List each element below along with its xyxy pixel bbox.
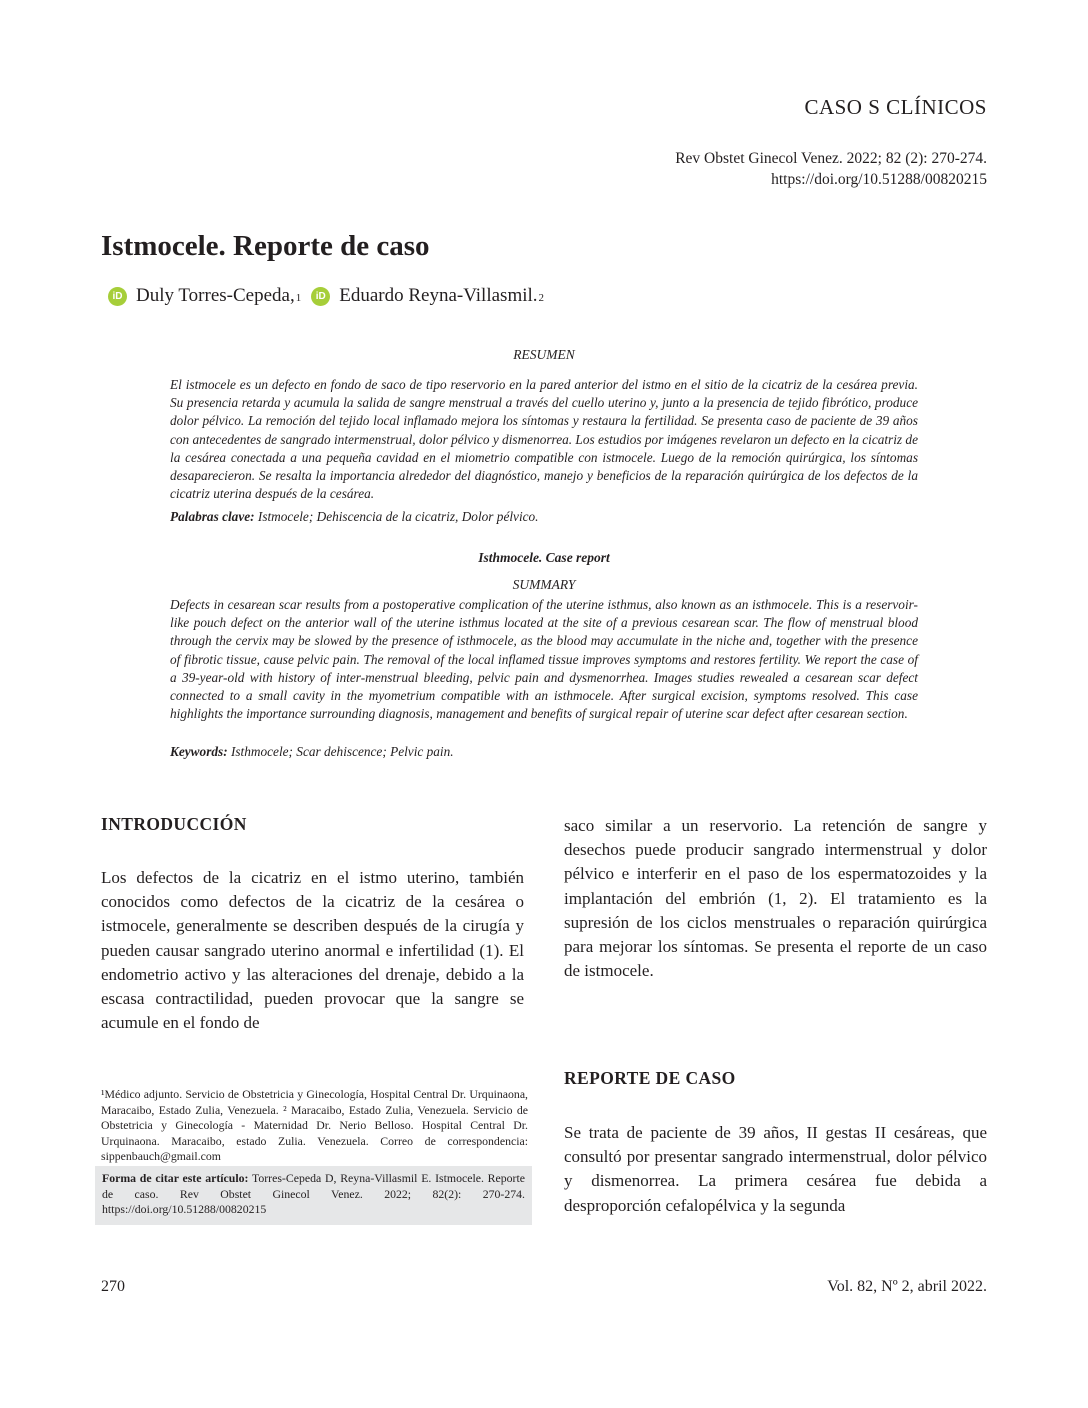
case-report-heading: REPORTE DE CASO [564, 1068, 736, 1088]
resumen-keywords [170, 509, 918, 525]
journal-citation [675, 148, 987, 190]
section-label: CASO S CLÍNICOS [804, 95, 987, 119]
keywords-list: Istmocele; Dehiscencia de la cicatriz, Dolor pélvico. [254, 509, 539, 524]
intro-text-left: Los defectos de la cicatriz en el istmo uterino, también conocidos como defectos de la cicatriz de la cesárea o istmocele, generalmente se describen después de la cirugía y pueden causar sangrado uterino anormal e infertilidad (1). El endometrio activo y las alteraciones del drenaje, debido a la escasa contractilidad, pueden provocar que la sangre se acumule en el fondo de [101, 868, 524, 1033]
intro-heading: INTRODUCCIÓN [101, 814, 247, 834]
author-name: Eduardo Reyna-Villasmil. [339, 285, 538, 306]
resumen-heading: RESUMEN [513, 347, 575, 362]
cite-label: Forma de citar este artículo: [102, 1171, 249, 1185]
case-report-text: Se trata de paciente de 39 años, II gestas II cesáreas, que consultó por presentar sangrado intermenstrual, dolor pélvico y dismenorrea. La primera cesárea fue debida a desproporción cefalopélvica y la segunda [564, 1123, 987, 1215]
author-affiliation-mark: 1 [295, 292, 302, 304]
keywords-list: Isthmocele; Scar dehiscence; Pelvic pain. [227, 744, 454, 759]
summary-keywords [170, 744, 918, 760]
author-name: Duly Torres-Cepeda, [136, 285, 295, 306]
author-1 [136, 285, 301, 307]
cite-text: Torres-Cepeda D, Reyna-Villasmil E. Istmocele. Reporte de caso. Rev Obstet Ginecol Venez. 2022; 82(2): 270-274. https://doi.org/10.51288/00820215 [102, 1171, 525, 1217]
keywords-label: Palabras clave: [170, 509, 255, 524]
article-title: Istmocele. Reporte de caso [101, 230, 430, 262]
affiliation-footnote: ¹Médico adjunto. Servicio de Obstetricia y Ginecología, Hospital Central Dr. Urquinaona, Maracaibo, Estado Zulia, Venezuela. ² Maracaibo, Estado Zulia, Venezuela. Servicio de Obstetricia y Ginecología - Maternidad Dr. Nerio Belloso. Hospital Central Dr. Urquinaona. Maracaibo, estado Zulia. Venezuela. Correo de correspondencia: sippenbauch@gmail.com [101, 1087, 528, 1164]
author-2 [339, 285, 544, 307]
citation-line: Rev Obstet Ginecol Venez. 2022; 82 (2): 270-274. [675, 150, 987, 167]
doi-link[interactable]: https://doi.org/10.51288/00820215 [771, 171, 987, 188]
keywords-label: Keywords: [170, 744, 228, 759]
page-number: 270 [101, 1278, 125, 1295]
summary-heading: SUMMARY [512, 577, 576, 592]
intro-text-right: saco similar a un reservorio. La retención de sangre y desechos puede producir sangrado intermenstrual y dolor pélvico e interferir en el paso de los espermatozoides y la implantación del embrión (1, 2). El tratamiento es la supresión de los ciclos menstruales o reparación quirúrgica para mejorar los síntomas. Se presenta el reporte de un caso de istmocele. [564, 816, 987, 981]
orcid-icon[interactable]: iD [311, 287, 330, 306]
author-list [108, 285, 544, 307]
summary-text: Defects in cesarean scar results from a postoperative complication of the uterine isthmus, also known as an isthmocele. This is a reservoir-like pouch defect on the anterior wall of the uterine isthmus located at the site of a previous cesarean scar. The flow of menstrual blood through the cervix may be slowed by the presence of isthmocele, as the blood may accumulate in the niche and, together with the presence of fibrotic tissue, cause pelvic pain. The removal of the local inflamed tissue improves symptoms and restores fertility. We report the case of a 39-year-old with history of inter-menstrual bleeding, pelvic pain and dysmenorrhea. Images studies rewealed a cesarean scar defect connected to a small cavity in the myometrium compatible with an isthmocele. After surgical excision, symptoms resolved. This case highlights the importance surrounding diagnosis, management and benefits of surgical repair of uterine scar defect after cesarean section. [170, 597, 918, 722]
orcid-icon[interactable]: iD [108, 287, 127, 306]
english-title: Isthmocele. Case report [478, 550, 610, 565]
how-to-cite-box [95, 1166, 532, 1225]
author-affiliation-mark: 2 [538, 292, 545, 304]
resumen-text: El istmocele es un defecto en fondo de saco de tipo reservorio en la pared anterior del istmo en el sitio de la cicatriz de la cesárea previa. Su presencia retarda y acumula la salida de sangre menstrual a través del cuello uterino y, junto a la presencia de tejido fibrótico, produce dolor pélvico. La remoción del tejido local inflamado mejora los síntomas y restaura la fertilidad. Se presenta caso de paciente de 39 años con antecedentes de sangrado intermenstrual, dolor pélvico y dismenorrea. Los estudios por imágenes revelaron un defecto en la cicatriz de la cesárea conectada a una pequeña cavidad en el miometrio compatible con istmocele. Luego de la remoción quirúrgica, los síntomas desaparecieron. Se resalta la importancia alrededor del diagnóstico, manejo y beneficios de la reparación quirúrgica de los defectos de la cicatriz uterina después de la cesárea. [170, 377, 918, 502]
volume-info: Vol. 82, Nº 2, abril 2022. [827, 1278, 987, 1295]
